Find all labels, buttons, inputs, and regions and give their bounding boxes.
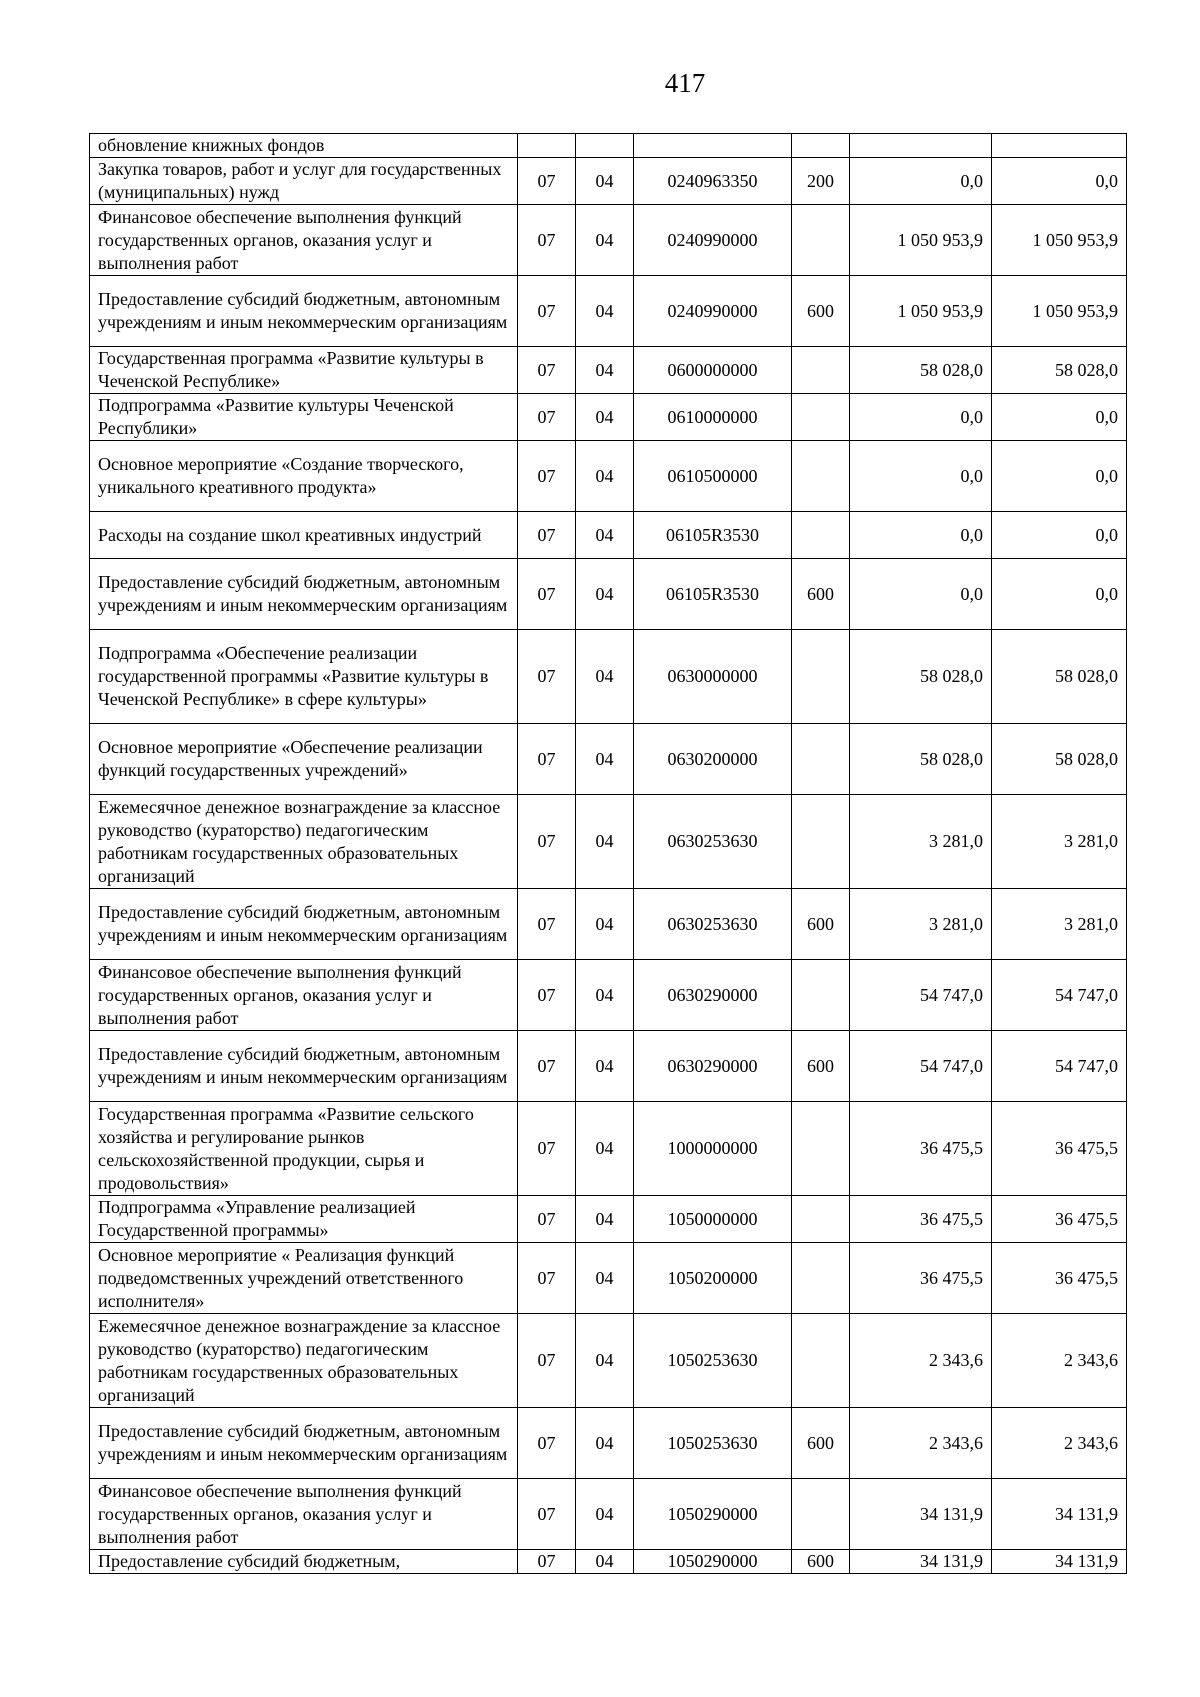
cell-name: Подпрограмма «Управление реализацией Государственной программы» — [90, 1196, 518, 1243]
cell-csr: 0630290000 — [634, 1031, 792, 1102]
cell-vr: 600 — [792, 1408, 850, 1479]
cell-sum1: 58 028,0 — [850, 724, 992, 795]
cell-vr — [792, 205, 850, 276]
cell-vr: 600 — [792, 276, 850, 347]
cell-sum2: 1 050 953,9 — [992, 205, 1127, 276]
cell-vr — [792, 134, 850, 158]
cell-csr: 1050290000 — [634, 1550, 792, 1574]
table-row — [90, 276, 1127, 347]
cell-name: Подпрограмма «Обеспечение реализации государственной программы «Развитие культуры в Чеченской Республике» в сфере культуры» — [90, 630, 518, 724]
cell-pr: 04 — [576, 1031, 634, 1102]
cell-sum1: 36 475,5 — [850, 1243, 992, 1314]
table-row — [90, 960, 1127, 1031]
cell-csr: 1050200000 — [634, 1243, 792, 1314]
cell-pr: 04 — [576, 276, 634, 347]
cell-vr: 600 — [792, 889, 850, 960]
table-row — [90, 394, 1127, 441]
cell-vr — [792, 1314, 850, 1408]
cell-rz: 07 — [518, 559, 576, 630]
cell-vr — [792, 394, 850, 441]
cell-sum1: 0,0 — [850, 394, 992, 441]
table-row — [90, 158, 1127, 205]
table-row — [90, 1479, 1127, 1550]
table-row — [90, 441, 1127, 512]
cell-pr: 04 — [576, 1479, 634, 1550]
cell-sum2: 3 281,0 — [992, 889, 1127, 960]
cell-sum1: 0,0 — [850, 512, 992, 559]
cell-sum2: 36 475,5 — [992, 1102, 1127, 1196]
cell-name: Ежемесячное денежное вознаграждение за классное руководство (кураторство) педагогическим работникам государственных образовательных организаций — [90, 1314, 518, 1408]
cell-pr: 04 — [576, 512, 634, 559]
cell-pr: 04 — [576, 960, 634, 1031]
cell-sum2: 58 028,0 — [992, 724, 1127, 795]
cell-name: Государственная программа «Развитие культуры в Чеченской Республике» — [90, 347, 518, 394]
cell-rz: 07 — [518, 1550, 576, 1574]
cell-pr: 04 — [576, 394, 634, 441]
cell-rz: 07 — [518, 347, 576, 394]
cell-rz: 07 — [518, 158, 576, 205]
cell-rz: 07 — [518, 889, 576, 960]
cell-csr: 06105R3530 — [634, 559, 792, 630]
cell-pr: 04 — [576, 889, 634, 960]
cell-csr: 0630253630 — [634, 795, 792, 889]
table-row — [90, 1314, 1127, 1408]
cell-sum2: 1 050 953,9 — [992, 276, 1127, 347]
cell-csr: 0630200000 — [634, 724, 792, 795]
cell-csr: 06105R3530 — [634, 512, 792, 559]
cell-sum1: 2 343,6 — [850, 1408, 992, 1479]
cell-sum1: 58 028,0 — [850, 630, 992, 724]
cell-csr: 0240990000 — [634, 276, 792, 347]
cell-sum2: 0,0 — [992, 158, 1127, 205]
cell-name: Предоставление субсидий бюджетным, автономным учреждениям и иным некоммерческим организациям — [90, 1031, 518, 1102]
cell-vr: 600 — [792, 1031, 850, 1102]
cell-name: Финансовое обеспечение выполнения функций государственных органов, оказания услуг и выполнения работ — [90, 960, 518, 1031]
cell-sum2: 0,0 — [992, 441, 1127, 512]
table-row — [90, 347, 1127, 394]
cell-rz: 07 — [518, 1408, 576, 1479]
cell-sum2: 36 475,5 — [992, 1243, 1127, 1314]
page-number: 417 — [664, 68, 706, 98]
table-row — [90, 1550, 1127, 1574]
cell-sum1: 36 475,5 — [850, 1102, 992, 1196]
table-row — [90, 559, 1127, 630]
table-row — [90, 1031, 1127, 1102]
cell-csr: 1000000000 — [634, 1102, 792, 1196]
cell-rz: 07 — [518, 394, 576, 441]
cell-sum1: 36 475,5 — [850, 1196, 992, 1243]
budget-table — [89, 133, 1127, 1574]
cell-sum1: 3 281,0 — [850, 889, 992, 960]
cell-sum2 — [992, 134, 1127, 158]
cell-vr — [792, 1102, 850, 1196]
cell-rz: 07 — [518, 1196, 576, 1243]
cell-csr: 0240963350 — [634, 158, 792, 205]
cell-sum2: 54 747,0 — [992, 960, 1127, 1031]
cell-pr: 04 — [576, 1102, 634, 1196]
cell-pr — [576, 134, 634, 158]
cell-sum1: 54 747,0 — [850, 1031, 992, 1102]
cell-pr: 04 — [576, 630, 634, 724]
cell-vr: 200 — [792, 158, 850, 205]
cell-name: Финансовое обеспечение выполнения функций государственных органов, оказания услуг и выполнения работ — [90, 205, 518, 276]
cell-csr: 0600000000 — [634, 347, 792, 394]
cell-name: Предоставление субсидий бюджетным, — [90, 1550, 518, 1574]
cell-pr: 04 — [576, 1196, 634, 1243]
cell-rz: 07 — [518, 960, 576, 1031]
cell-sum2: 34 131,9 — [992, 1479, 1127, 1550]
cell-vr — [792, 1243, 850, 1314]
cell-sum2: 36 475,5 — [992, 1196, 1127, 1243]
cell-sum1: 2 343,6 — [850, 1314, 992, 1408]
cell-name: Предоставление субсидий бюджетным, автономным учреждениям и иным некоммерческим организациям — [90, 889, 518, 960]
cell-pr: 04 — [576, 724, 634, 795]
cell-rz: 07 — [518, 724, 576, 795]
cell-sum2: 3 281,0 — [992, 795, 1127, 889]
table-row — [90, 630, 1127, 724]
cell-sum2: 58 028,0 — [992, 630, 1127, 724]
cell-sum1: 0,0 — [850, 441, 992, 512]
cell-sum2: 2 343,6 — [992, 1314, 1127, 1408]
cell-sum2: 0,0 — [992, 559, 1127, 630]
cell-sum1: 34 131,9 — [850, 1550, 992, 1574]
cell-pr: 04 — [576, 1243, 634, 1314]
cell-rz: 07 — [518, 1479, 576, 1550]
table-row — [90, 795, 1127, 889]
table-row — [90, 889, 1127, 960]
cell-sum1: 3 281,0 — [850, 795, 992, 889]
cell-pr: 04 — [576, 1408, 634, 1479]
cell-pr: 04 — [576, 347, 634, 394]
cell-vr — [792, 630, 850, 724]
cell-rz: 07 — [518, 795, 576, 889]
cell-rz: 07 — [518, 1031, 576, 1102]
cell-csr: 0630000000 — [634, 630, 792, 724]
cell-rz: 07 — [518, 276, 576, 347]
cell-sum1: 0,0 — [850, 158, 992, 205]
cell-name: Подпрограмма «Развитие культуры Чеченской Республики» — [90, 394, 518, 441]
cell-name: Основное мероприятие «Обеспечение реализации функций государственных учреждений» — [90, 724, 518, 795]
cell-rz: 07 — [518, 1314, 576, 1408]
cell-vr — [792, 795, 850, 889]
cell-name: обновление книжных фондов — [90, 134, 518, 158]
table-row — [90, 512, 1127, 559]
cell-sum2: 0,0 — [992, 394, 1127, 441]
cell-csr: 1050253630 — [634, 1408, 792, 1479]
cell-pr: 04 — [576, 1314, 634, 1408]
cell-sum1: 1 050 953,9 — [850, 205, 992, 276]
cell-name: Расходы на создание школ креативных индустрий — [90, 512, 518, 559]
cell-csr: 0610500000 — [634, 441, 792, 512]
cell-sum2: 34 131,9 — [992, 1550, 1127, 1574]
cell-rz: 07 — [518, 1243, 576, 1314]
cell-name: Основное мероприятие «Создание творческого, уникального креативного продукта» — [90, 441, 518, 512]
cell-rz: 07 — [518, 512, 576, 559]
cell-rz: 07 — [518, 1102, 576, 1196]
cell-sum1 — [850, 134, 992, 158]
cell-name: Предоставление субсидий бюджетным, автономным учреждениям и иным некоммерческим организациям — [90, 559, 518, 630]
cell-csr: 0240990000 — [634, 205, 792, 276]
cell-sum1: 1 050 953,9 — [850, 276, 992, 347]
cell-csr: 0610000000 — [634, 394, 792, 441]
cell-name: Финансовое обеспечение выполнения функций государственных органов, оказания услуг и выполнения работ — [90, 1479, 518, 1550]
cell-vr: 600 — [792, 1550, 850, 1574]
cell-sum1: 0,0 — [850, 559, 992, 630]
cell-rz: 07 — [518, 441, 576, 512]
cell-pr: 04 — [576, 559, 634, 630]
cell-name: Ежемесячное денежное вознаграждение за классное руководство (кураторство) педагогическим работникам государственных образовательных организаций — [90, 795, 518, 889]
table-row — [90, 1102, 1127, 1196]
cell-vr — [792, 1196, 850, 1243]
cell-rz: 07 — [518, 205, 576, 276]
cell-pr: 04 — [576, 1550, 634, 1574]
table-row — [90, 724, 1127, 795]
cell-name: Основное мероприятие « Реализация функций подведомственных учреждений ответственного исполнителя» — [90, 1243, 518, 1314]
cell-vr — [792, 347, 850, 394]
cell-sum1: 58 028,0 — [850, 347, 992, 394]
cell-csr: 1050253630 — [634, 1314, 792, 1408]
cell-rz: 07 — [518, 630, 576, 724]
cell-vr — [792, 724, 850, 795]
cell-csr: 0630253630 — [634, 889, 792, 960]
cell-sum1: 34 131,9 — [850, 1479, 992, 1550]
cell-pr: 04 — [576, 158, 634, 205]
cell-sum2: 2 343,6 — [992, 1408, 1127, 1479]
table-row — [90, 1408, 1127, 1479]
cell-sum2: 0,0 — [992, 512, 1127, 559]
cell-name: Предоставление субсидий бюджетным, автономным учреждениям и иным некоммерческим организациям — [90, 1408, 518, 1479]
cell-name: Закупка товаров, работ и услуг для государственных (муниципальных) нужд — [90, 158, 518, 205]
cell-vr — [792, 960, 850, 1031]
cell-sum2: 58 028,0 — [992, 347, 1127, 394]
cell-rz — [518, 134, 576, 158]
cell-vr — [792, 1479, 850, 1550]
cell-vr: 600 — [792, 559, 850, 630]
cell-pr: 04 — [576, 795, 634, 889]
table-row — [90, 134, 1127, 158]
table-row — [90, 1243, 1127, 1314]
table-row — [90, 1196, 1127, 1243]
cell-csr: 1050290000 — [634, 1479, 792, 1550]
table-row — [90, 205, 1127, 276]
cell-pr: 04 — [576, 205, 634, 276]
cell-name: Государственная программа «Развитие сельского хозяйства и регулирование рынков сельскохозяйственной продукции, сырья и продовольствия» — [90, 1102, 518, 1196]
cell-vr — [792, 441, 850, 512]
cell-csr — [634, 134, 792, 158]
cell-csr: 0630290000 — [634, 960, 792, 1031]
cell-name: Предоставление субсидий бюджетным, автономным учреждениям и иным некоммерческим организациям — [90, 276, 518, 347]
cell-csr: 1050000000 — [634, 1196, 792, 1243]
cell-sum2: 54 747,0 — [992, 1031, 1127, 1102]
cell-vr — [792, 512, 850, 559]
cell-sum1: 54 747,0 — [850, 960, 992, 1031]
cell-pr: 04 — [576, 441, 634, 512]
